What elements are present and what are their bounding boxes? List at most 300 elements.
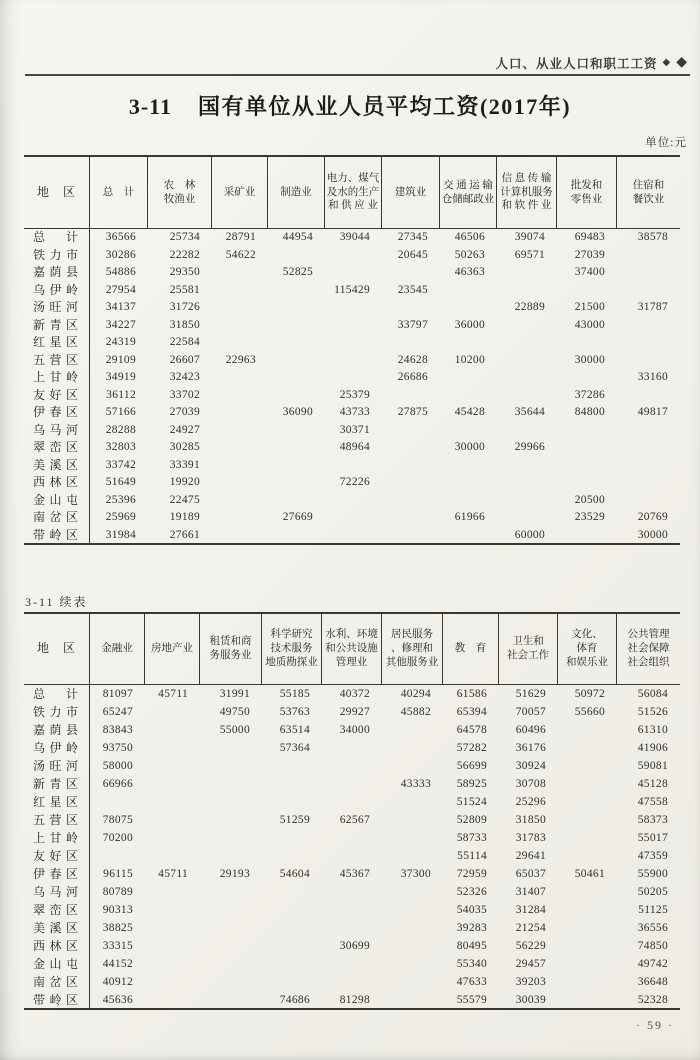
value-cell: 80789 [102,886,133,898]
column-header: 地 区 [24,614,90,684]
unit-label: 单位:元 [645,137,687,149]
value-cell: 34227 [105,318,136,331]
value-cell [325,264,382,282]
value-cell: 74850 [637,940,668,952]
value-cell [145,919,200,937]
column-header: 水利、环境 和公共设施 管理业 [322,614,382,684]
value-cell [145,721,200,739]
region-cell: 金山屯 [24,955,90,973]
value-cell [268,352,325,370]
value-cell: 38578 [637,231,668,243]
value-cell [145,973,200,991]
value-cell: 24628 [397,353,428,366]
value-cell: 39203 [515,976,546,988]
region-cell: 南岔区 [24,509,90,527]
value-cell [200,811,262,829]
value-cell [382,474,440,492]
value-cell: 51524 [456,796,487,808]
value-cell: 50972 [574,688,605,700]
value-cell [382,492,440,510]
value-cell: 33315 [102,940,133,952]
value-cell [497,352,557,370]
value-cell: 33160 [637,371,668,383]
table-row [24,955,680,973]
column-header: 制造业 [268,157,325,228]
value-cell: 50205 [637,886,668,898]
column-header: 地 区 [24,157,90,228]
column-header: 租赁和商 务服务业 [200,614,262,684]
value-cell [382,439,440,457]
value-cell: 90313 [102,904,133,916]
value-cell: 40912 [102,976,133,988]
value-cell: 29641 [515,850,546,862]
table-row [24,937,680,955]
value-cell: 55340 [456,958,487,970]
value-cell [212,317,268,335]
value-cell: 29109 [105,353,136,366]
value-cell [322,919,382,937]
region-cell: 金山屯 [24,492,90,510]
value-cell [200,901,262,919]
value-cell [557,439,617,457]
value-cell [558,757,617,775]
value-cell: 20769 [637,511,668,523]
running-head [496,54,689,72]
value-cell: 51259 [279,814,310,826]
column-header: 金融业 [90,614,145,684]
value-cell: 31407 [515,886,546,898]
table-row [24,509,680,527]
value-cell: 39044 [339,231,370,243]
value-cell: 66966 [102,778,133,790]
table-row [24,334,680,352]
value-cell: 74686 [279,994,310,1006]
value-cell: 84800 [574,406,605,418]
region-cell: 西林区 [24,474,90,492]
value-cell: 31783 [515,832,546,844]
value-cell: 33702 [169,388,200,401]
table-row [24,299,680,317]
value-cell [558,991,617,1009]
column-header: 住宿和 餐饮业 [632,179,665,205]
table-row [24,457,680,475]
value-cell [212,509,268,527]
value-cell: 24927 [169,423,200,436]
table-row [24,901,680,919]
value-cell [382,811,443,829]
column-header: 教 育 [443,614,499,684]
region-cell: 总计 [24,229,90,247]
value-cell: 27039 [169,406,200,418]
value-cell: 33797 [397,318,428,331]
region-cell: 南岔区 [24,973,90,991]
region-cell: 带岭区 [24,527,90,545]
table-title-text: 国有单位从业人员平均工资(2017年) [197,94,572,119]
value-cell [382,955,443,973]
value-cell [268,422,325,440]
value-cell: 44152 [102,958,133,970]
value-cell [325,527,382,545]
table-row [24,919,680,937]
wage-table-part2 [24,612,680,1010]
value-cell [440,457,497,475]
table-row [24,439,680,457]
value-cell: 30000 [637,528,668,541]
region-cell: 美溪区 [24,919,90,937]
value-cell [558,829,617,847]
region-cell: 汤旺河 [24,757,90,775]
value-cell: 27345 [397,231,428,243]
table-body [24,229,680,544]
value-cell [497,474,557,492]
value-cell: 56229 [515,940,546,952]
value-cell [382,973,443,991]
value-cell [440,387,497,405]
value-cell: 63514 [279,724,310,736]
column-header: 采矿业 [212,157,268,228]
value-cell: 23545 [397,283,428,296]
value-cell [200,919,262,937]
value-cell: 45711 [158,688,188,700]
value-cell: 46363 [454,266,485,278]
header-rule [25,74,690,76]
table-row [24,739,680,757]
value-cell: 47359 [637,850,668,862]
value-cell: 78075 [102,814,133,826]
value-cell [382,334,440,352]
value-cell: 36176 [515,742,546,754]
value-cell: 30000 [574,353,605,366]
value-cell [322,973,382,991]
region-cell: 友好区 [24,387,90,405]
value-cell: 50461 [574,868,605,880]
value-cell: 31850 [515,814,546,826]
value-cell [440,334,497,352]
value-cell: 30000 [454,441,485,453]
diamond-icon: ◆ [676,55,688,70]
value-cell [268,439,325,457]
value-cell [558,811,617,829]
value-cell: 30699 [339,940,370,952]
value-cell: 29350 [169,266,200,278]
value-cell [268,457,325,475]
value-cell: 34000 [339,724,370,736]
value-cell: 50263 [454,248,485,261]
table-row [24,775,680,793]
value-cell: 45367 [339,868,370,880]
value-cell [268,247,325,265]
value-cell: 20645 [397,248,428,261]
value-cell: 65037 [515,868,546,880]
table-row [24,474,680,492]
value-cell: 56084 [637,688,668,700]
value-cell [212,369,268,387]
value-cell [617,387,680,405]
page-number: · 59 · [636,1018,674,1032]
value-cell [497,369,557,387]
value-cell: 22584 [169,336,200,348]
value-cell [382,919,443,937]
value-cell [200,883,262,901]
column-header: 批发和 零售业 [557,157,617,228]
value-cell [145,775,200,793]
value-cell: 36000 [454,318,485,331]
value-cell [497,422,557,440]
value-cell [212,299,268,317]
value-cell [90,847,145,865]
region-cell: 美溪区 [24,457,90,475]
value-cell: 93750 [102,742,133,754]
value-cell [322,775,382,793]
value-cell: 22889 [514,301,545,313]
value-cell: 54886 [105,266,136,278]
value-cell [382,509,440,527]
value-cell: 31984 [105,528,136,541]
value-cell: 49742 [637,958,668,970]
value-cell [440,527,497,545]
page-title [0,90,700,121]
value-cell: 49817 [637,406,668,418]
value-cell [268,334,325,352]
value-cell: 52326 [456,886,487,898]
value-cell: 45711 [158,868,188,880]
region-cell: 友好区 [24,847,90,865]
table-row [24,703,680,721]
value-cell [617,282,680,300]
value-cell: 19189 [169,511,200,523]
value-cell [325,299,382,317]
value-cell [322,829,382,847]
value-cell: 55660 [574,706,605,718]
value-cell [558,721,617,739]
value-cell [497,264,557,282]
region-cell: 五营区 [24,352,90,370]
value-cell [262,829,322,847]
value-cell [617,264,680,282]
value-cell: 31850 [169,318,200,331]
value-cell [497,457,557,475]
table-header-row [24,614,680,685]
value-cell [145,937,200,955]
value-cell [325,509,382,527]
value-cell [262,775,322,793]
value-cell: 27661 [169,528,200,541]
value-cell: 40372 [339,688,370,700]
value-cell [145,901,200,919]
running-head-text: 人口、从业人口和职工工资 [495,57,658,71]
table-row [24,793,680,811]
value-cell [558,901,617,919]
value-cell: 61310 [637,724,668,736]
value-cell: 25969 [105,511,136,523]
value-cell: 22963 [225,353,256,366]
value-cell [558,775,617,793]
value-cell: 43733 [339,406,370,418]
table-row [24,721,680,739]
value-cell [262,757,322,775]
value-cell [262,883,322,901]
value-cell: 51125 [638,904,668,916]
value-cell: 30286 [105,248,136,261]
value-cell: 33742 [105,458,136,471]
table-row [24,883,680,901]
column-header: 农 林 牧渔业 [148,157,212,228]
value-cell: 61966 [454,511,485,523]
value-cell: 72226 [339,476,370,488]
value-cell: 36556 [637,922,668,934]
value-cell [200,937,262,955]
column-header: 科学研究 技术服务 地质勘探业 [262,614,322,684]
region-cell: 乌伊岭 [24,282,90,300]
value-cell: 30708 [515,778,546,790]
table-row [24,387,680,405]
table-row [24,247,680,265]
column-header: 房地产业 [145,614,200,684]
value-cell [268,369,325,387]
value-cell [212,439,268,457]
table-row [24,847,680,865]
value-cell: 49750 [219,706,250,718]
region-cell: 伊春区 [24,865,90,883]
value-cell: 69483 [574,231,605,243]
value-cell [558,973,617,991]
value-cell [325,457,382,475]
value-cell: 72959 [456,868,487,880]
column-header: 信 息 传 输 计算机服务 和 软 件 业 [497,157,557,228]
value-cell [200,757,262,775]
value-cell: 25396 [105,493,136,506]
value-cell [382,937,443,955]
value-cell [382,757,443,775]
value-cell [212,282,268,300]
value-cell: 27954 [105,283,136,296]
value-cell: 34919 [105,371,136,383]
value-cell: 26607 [169,353,200,366]
value-cell [145,739,200,757]
value-cell [262,955,322,973]
column-header: 电力、煤气 及水的生产 和 供 应 业 [325,157,382,228]
value-cell [200,847,262,865]
value-cell [557,474,617,492]
value-cell: 10200 [454,353,485,366]
value-cell [617,439,680,457]
column-header: 建筑业 [382,157,440,228]
value-cell: 25734 [169,231,200,243]
value-cell [557,334,617,352]
value-cell: 69571 [514,248,545,261]
value-cell: 22475 [169,493,200,506]
value-cell [200,775,262,793]
region-cell: 西林区 [24,937,90,955]
value-cell [617,422,680,440]
value-cell: 27669 [282,511,313,523]
value-cell: 45428 [454,406,485,418]
value-cell: 23529 [574,511,605,523]
value-cell [212,387,268,405]
value-cell: 70200 [102,832,133,844]
value-cell [617,457,680,475]
table-row [24,527,680,545]
region-cell: 新青区 [24,775,90,793]
value-cell: 19920 [169,476,200,488]
value-cell: 56699 [456,760,487,772]
value-cell [440,282,497,300]
value-cell: 46506 [454,231,485,243]
value-cell [617,247,680,265]
value-cell: 37300 [400,868,431,880]
value-cell [617,492,680,510]
value-cell: 34137 [105,301,136,313]
value-cell [557,422,617,440]
region-cell: 红星区 [24,334,90,352]
table-row [24,685,680,703]
value-cell [557,527,617,545]
value-cell: 28288 [105,423,136,436]
column-header: 居民服务 、修理和 其他服务业 [382,614,443,684]
column-header: 总 计 [90,157,148,228]
value-cell: 40294 [400,688,431,700]
value-cell: 30285 [169,441,200,453]
value-cell: 52328 [637,994,668,1006]
value-cell: 65394 [456,706,487,718]
table-body [24,685,680,1009]
value-cell [617,474,680,492]
table-number: 3-11 [128,94,172,119]
value-cell: 47558 [637,796,668,808]
value-cell: 83843 [102,724,133,736]
value-cell: 27875 [397,406,428,418]
value-cell [440,492,497,510]
value-cell: 60496 [515,724,546,736]
value-cell: 55900 [637,868,668,880]
value-cell [262,937,322,955]
value-cell: 59081 [637,760,668,772]
value-cell: 64578 [456,724,487,736]
table-row [24,317,680,335]
value-cell [382,457,440,475]
table-row [24,369,680,387]
region-cell: 嘉荫县 [24,721,90,739]
value-cell [200,829,262,847]
value-cell: 21254 [515,922,546,934]
value-cell: 45882 [400,706,431,718]
value-cell [212,492,268,510]
value-cell: 31991 [219,688,250,700]
value-cell: 30924 [515,760,546,772]
value-cell: 43333 [400,778,431,790]
table-row [24,352,680,370]
value-cell [557,369,617,387]
table-row [24,404,680,422]
value-cell [262,847,322,865]
value-cell: 30371 [339,423,370,436]
value-cell [145,955,200,973]
value-cell [268,282,325,300]
value-cell: 39074 [514,231,545,243]
region-cell: 上甘岭 [24,829,90,847]
value-cell [212,457,268,475]
value-cell: 55579 [456,994,487,1006]
value-cell: 43000 [574,318,605,331]
value-cell: 51526 [637,706,668,718]
value-cell [617,352,680,370]
value-cell: 21500 [574,301,605,313]
value-cell [268,317,325,335]
region-cell: 新青区 [24,317,90,335]
value-cell [322,883,382,901]
value-cell [212,474,268,492]
value-cell [382,883,443,901]
